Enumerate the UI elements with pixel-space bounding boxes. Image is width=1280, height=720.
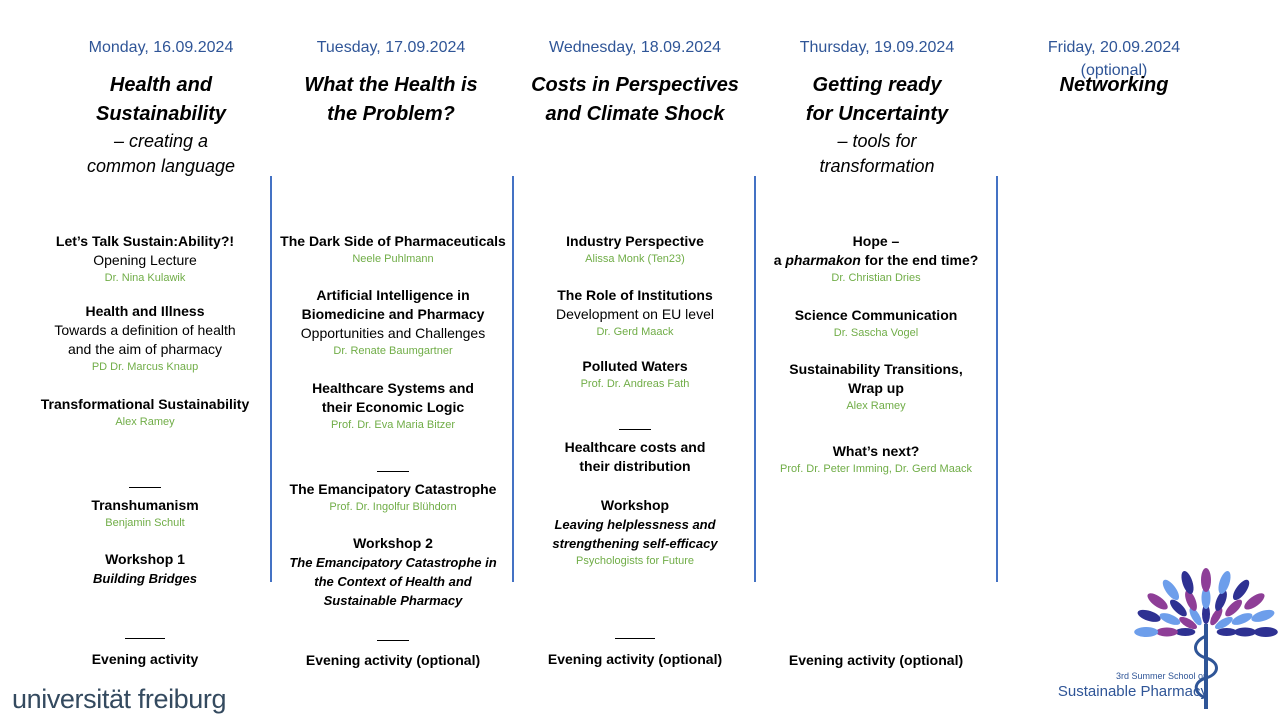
session-speaker: Prof. Dr. Peter Imming, Dr. Gerd Maack bbox=[780, 463, 972, 475]
school-line2: Sustainable Pharmacy bbox=[1057, 683, 1208, 700]
session-description: Development on EU level bbox=[556, 306, 714, 322]
session-tuesday-4 bbox=[274, 480, 512, 516]
session-title: Health and Illness bbox=[85, 303, 205, 319]
session-description: and the aim of pharmacy bbox=[67, 341, 223, 357]
day-theme bbox=[276, 71, 506, 129]
session-description: Sustainable Pharmacy bbox=[323, 593, 463, 608]
session-title: Transhumanism bbox=[91, 497, 199, 513]
theme-sub-line: common language bbox=[86, 156, 236, 176]
session-monday-4 bbox=[30, 496, 260, 532]
day-date: Tuesday, 17.09.2024 bbox=[316, 39, 466, 56]
session-speaker: Alissa Monk (Ten23) bbox=[585, 253, 685, 265]
theme-line: Sustainability bbox=[95, 103, 227, 125]
session-thursday-4 bbox=[758, 442, 994, 478]
session-title: Artificial Intelligence in bbox=[316, 287, 470, 303]
session-speaker: Neele Puhlmann bbox=[352, 253, 434, 265]
theme-sub-line: transformation bbox=[819, 156, 935, 176]
session-tuesday-2 bbox=[274, 286, 512, 360]
day-theme-sub bbox=[762, 129, 992, 179]
logo-petal bbox=[1134, 627, 1158, 637]
session-title: their distribution bbox=[579, 458, 691, 474]
desc-part: a bbox=[773, 252, 786, 268]
session-speaker: Prof. Dr. Andreas Fath bbox=[580, 378, 690, 390]
theme-line: What the Health is bbox=[304, 74, 478, 96]
session-speaker: Benjamin Schult bbox=[105, 517, 185, 529]
day-header-tuesday bbox=[276, 36, 506, 129]
theme-line: and Climate Shock bbox=[545, 103, 725, 125]
session-speaker: Dr. Renate Baumgartner bbox=[333, 345, 453, 357]
session-wednesday-4 bbox=[516, 438, 754, 476]
evening-activity: Evening activity bbox=[91, 651, 199, 667]
logo-petal bbox=[1136, 607, 1162, 624]
column-divider bbox=[512, 176, 514, 582]
university-logo-text: universität freiburg bbox=[12, 684, 227, 714]
session-description: Towards a definition of health bbox=[54, 322, 236, 338]
logo-petal bbox=[1160, 577, 1182, 602]
theme-line: Getting ready bbox=[812, 74, 942, 96]
desc-part: for the end time? bbox=[860, 252, 979, 268]
evening-wednesday bbox=[516, 650, 754, 669]
university-logo bbox=[12, 683, 226, 715]
session-thursday-2 bbox=[758, 306, 994, 342]
session-description: the Context of Health and bbox=[314, 574, 472, 589]
session-title: Hope – bbox=[852, 233, 900, 249]
session-speaker: Dr. Sascha Vogel bbox=[833, 327, 919, 339]
session-title: their Economic Logic bbox=[321, 399, 465, 415]
session-title: Biomedicine and Pharmacy bbox=[301, 306, 485, 322]
day-date: Monday, 16.09.2024 bbox=[88, 39, 234, 56]
session-title: The Dark Side of Pharmaceuticals bbox=[280, 233, 506, 249]
session-tuesday-5 bbox=[274, 534, 512, 610]
separator-line bbox=[274, 628, 512, 646]
theme-line: Health and bbox=[109, 74, 213, 96]
logo-petal bbox=[1156, 628, 1178, 637]
session-speaker: PD Dr. Marcus Knaup bbox=[91, 361, 199, 373]
session-title: Let’s Talk Sustain:Ability?! bbox=[55, 233, 235, 249]
session-wednesday-2 bbox=[516, 286, 754, 341]
session-title: What’s next? bbox=[832, 443, 920, 459]
day-date: Wednesday, 18.09.2024 bbox=[549, 39, 721, 56]
session-title: Healthcare Systems and bbox=[312, 380, 474, 396]
day-header-friday bbox=[1014, 36, 1214, 100]
session-title: Science Communication bbox=[794, 307, 958, 323]
logo-petal bbox=[1242, 590, 1267, 612]
session-tuesday-3 bbox=[274, 379, 512, 434]
session-description: Building Bridges bbox=[93, 571, 197, 586]
day-date: Friday, 20.09.2024 bbox=[1047, 39, 1181, 56]
evening-thursday bbox=[758, 651, 994, 670]
day-date: Thursday, 19.09.2024 bbox=[799, 39, 955, 56]
separator-line bbox=[516, 626, 754, 644]
column-divider bbox=[754, 176, 756, 582]
day-theme-sub bbox=[61, 129, 261, 179]
session-title: Industry Perspective bbox=[566, 233, 704, 249]
day-header-monday bbox=[61, 36, 261, 179]
evening-activity: Evening activity (optional) bbox=[547, 651, 723, 667]
session-title: Polluted Waters bbox=[582, 358, 688, 374]
desc-emphasis: pharmakon bbox=[785, 252, 861, 268]
column-divider bbox=[996, 176, 998, 582]
separator-line bbox=[274, 459, 512, 477]
session-title: Wrap up bbox=[848, 380, 904, 396]
session-description: Leaving helplessness and bbox=[554, 517, 716, 532]
separator-line bbox=[30, 475, 260, 493]
theme-sub-line: – tools for bbox=[837, 131, 917, 151]
session-speaker: Alex Ramey bbox=[115, 416, 175, 428]
school-name bbox=[1018, 670, 1208, 702]
session-monday-3 bbox=[30, 395, 260, 431]
session-monday-1 bbox=[30, 232, 260, 287]
session-description: The Emancipatory Catastrophe in bbox=[289, 555, 497, 570]
logo-petal bbox=[1145, 590, 1170, 612]
school-line1: 3rd Summer School on bbox=[1115, 671, 1208, 681]
session-title: Workshop 2 bbox=[353, 535, 433, 551]
theme-line: the Problem? bbox=[327, 103, 455, 125]
logo-petal bbox=[1250, 607, 1276, 624]
session-monday-2 bbox=[30, 302, 260, 376]
session-description: Opening Lecture bbox=[93, 252, 197, 268]
session-speaker: Alex Ramey bbox=[846, 400, 906, 412]
day-theme bbox=[61, 71, 261, 129]
session-description: Opportunities and Challenges bbox=[300, 325, 486, 341]
separator-line bbox=[30, 626, 260, 644]
separator-line bbox=[516, 417, 754, 435]
session-speaker: Dr. Christian Dries bbox=[831, 272, 921, 284]
session-wednesday-1 bbox=[516, 232, 754, 268]
session-wednesday-5 bbox=[516, 496, 754, 570]
logo-petal bbox=[1175, 628, 1195, 636]
session-title: Workshop bbox=[600, 497, 670, 513]
session-title: Sustainability Transitions, bbox=[789, 361, 963, 377]
session-title: Transformational Sustainability bbox=[40, 396, 250, 412]
theme-line: for Uncertainty bbox=[805, 103, 949, 125]
session-title: Healthcare costs and bbox=[564, 439, 706, 455]
session-title: Workshop 1 bbox=[105, 551, 185, 567]
session-speaker: Psychologists for Future bbox=[576, 555, 694, 567]
day-theme bbox=[1014, 71, 1214, 100]
session-tuesday-1 bbox=[274, 232, 512, 268]
theme-sub-line: – creating a bbox=[113, 131, 209, 151]
session-wednesday-3 bbox=[516, 357, 754, 393]
session-thursday-3 bbox=[758, 360, 994, 415]
session-thursday-1 bbox=[758, 232, 994, 287]
logo-petal bbox=[1254, 627, 1278, 637]
column-divider bbox=[270, 176, 272, 582]
logo-petal bbox=[1179, 570, 1196, 596]
evening-monday bbox=[30, 650, 260, 669]
session-speaker: Dr. Nina Kulawik bbox=[104, 272, 186, 284]
session-title: The Role of Institutions bbox=[557, 287, 713, 303]
evening-activity: Evening activity (optional) bbox=[788, 652, 964, 668]
day-theme bbox=[762, 71, 992, 129]
day-header-wednesday bbox=[520, 36, 750, 129]
evening-activity: Evening activity (optional) bbox=[305, 652, 481, 668]
evening-tuesday bbox=[274, 651, 512, 670]
session-speaker: Prof. Dr. Eva Maria Bitzer bbox=[330, 419, 456, 431]
day-date-note: (optional) bbox=[1080, 62, 1148, 79]
session-description: strengthening self-efficacy bbox=[552, 536, 718, 551]
day-header-thursday bbox=[762, 36, 992, 179]
session-monday-5 bbox=[30, 550, 260, 588]
logo-petal bbox=[1230, 577, 1252, 602]
session-speaker: Prof. Dr. Ingolfur Blühdorn bbox=[329, 501, 457, 513]
logo-petal bbox=[1234, 628, 1256, 637]
logo-petal bbox=[1217, 628, 1237, 636]
theme-line: Costs in Perspectives bbox=[531, 74, 739, 96]
session-description bbox=[758, 251, 994, 270]
session-speaker: Dr. Gerd Maack bbox=[596, 326, 674, 338]
day-theme bbox=[520, 71, 750, 129]
session-title: The Emancipatory Catastrophe bbox=[289, 481, 497, 497]
logo-petal bbox=[1216, 570, 1233, 596]
theme-line: Networking bbox=[1059, 74, 1169, 96]
logo-petal bbox=[1201, 568, 1211, 592]
